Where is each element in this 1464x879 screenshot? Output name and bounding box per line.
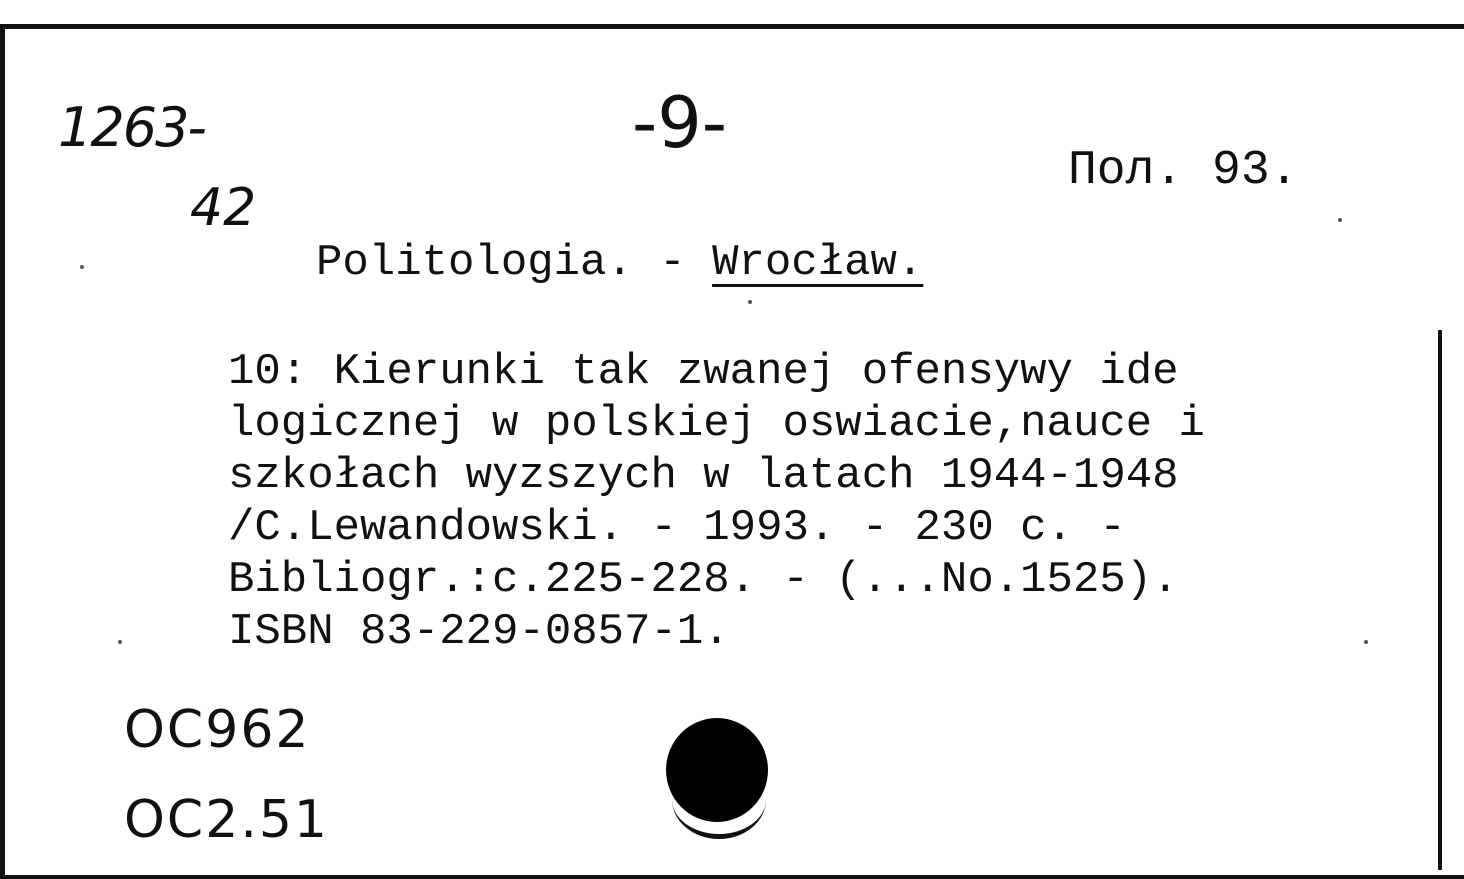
card-right-border [1438,330,1442,870]
entry-line: logicznej w polskiej oswiacie,nauce i [228,399,1205,449]
scan-speck [1364,640,1368,644]
classification-mark: Пол. 93. [1068,144,1299,198]
shelf-mark-2: OC2.51 [124,790,330,850]
card-bottom-border [0,875,1464,879]
scan-speck [748,300,752,304]
scan-speck [118,640,122,644]
shelf-mark-1: OC962 [124,700,311,760]
call-number-line-1: 1263- [58,96,205,159]
heading-separator: - [659,238,686,288]
card-top-border [0,24,1464,29]
card-left-border [0,24,5,879]
entry-line: szkołach wyzszych w latach 1944-1948 [228,451,1179,501]
entry-line: Bibliogr.:c.225-228. - (...No.1525). [228,555,1179,605]
entry-line: /C.Lewandowski. - 1993. - 230 c. - [228,503,1126,553]
heading-place: Wrocław. [712,238,924,288]
entry-line: ISBN 83-229-0857-1. [228,607,730,657]
call-number-line-2: 42 [190,178,257,238]
bibliographic-entry [228,346,1433,658]
series-heading [316,238,923,288]
punch-hole-rim [672,760,766,839]
section-marker: -9- [632,82,728,164]
scan-speck [80,265,84,269]
entry-line: 10: Kierunki tak zwanej ofensywy ide [228,347,1179,397]
scan-speck [1338,218,1342,222]
heading-title: Politologia. [316,238,633,288]
